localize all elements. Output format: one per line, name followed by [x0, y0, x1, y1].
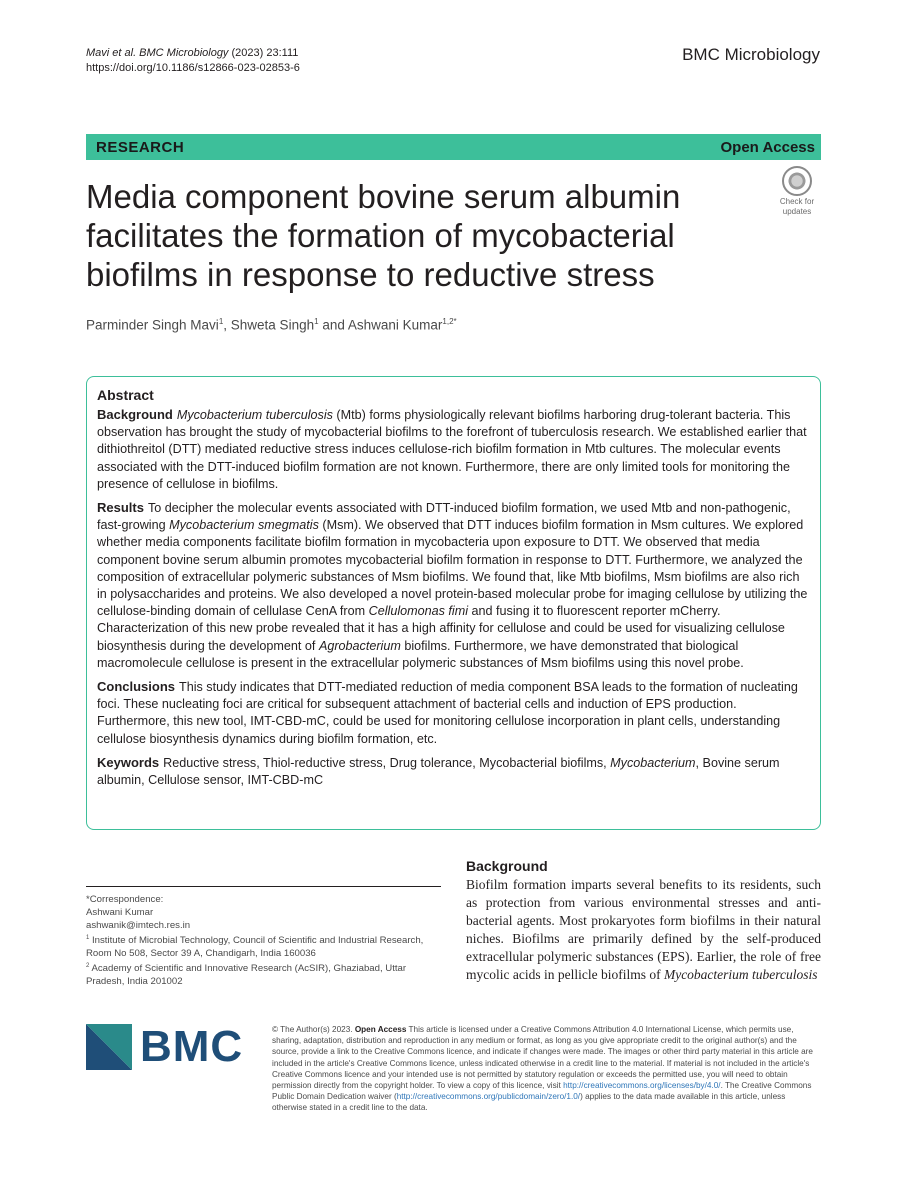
article-title: Media component bovine serum albumin facilitates the formation of mycobacterial biofilms in response to reductive stress [86, 178, 681, 293]
author-name[interactable]: Parminder Singh Mavi [86, 317, 219, 333]
background-heading: Background [466, 858, 548, 874]
species-name: Cellulomonas fimi [368, 604, 469, 619]
running-header [86, 46, 304, 76]
body-text: Biofilm formation imparts several benefits to its residents, such as protection from various environmental stresses and anti-bacterial agents. Most prokaryotes form biofilms in their natural niches. Biofilms are primarily defined by the self-produced extracellular polymeric substances (EPS). Earlier, the role of free mycolic acids in pellicle biofilms of [466, 877, 821, 982]
author-affil: 1 [218, 317, 224, 326]
abstract-text: biofilms. Furthermore, we have demonstrated that biological macromolecule cellulose is present in the extracellular polymeric substances of Msm biofilms using this novel probe. [97, 638, 744, 670]
affil-text: Institute of Microbial Technology, Council of Scientific and Industrial Research, Room No 508, Sector 39 A, Chandigarh, India 160036 [86, 935, 424, 960]
correspondence-block [86, 886, 441, 988]
background-paragraph [466, 876, 821, 984]
affiliation-2 [86, 960, 441, 988]
abstract-background [97, 406, 810, 493]
background-section [466, 858, 821, 984]
species-name: Mycobacterium tuberculosis [176, 408, 333, 422]
keywords-label: Keywords [97, 754, 160, 770]
open-access-label: Open Access [720, 138, 815, 156]
doi-link[interactable]: https://doi.org/10.1186/s12866-023-02853-6 [86, 62, 300, 74]
affiliation-1 [86, 932, 441, 960]
license-text: This article is licensed under a Creative Commons Attribution 4.0 International License, which permits use, sharing, adaptation, distribution and reproduction in any medium or format, as long as you give appropriate credit to the original author(s) and the source, provide a link to the Creative Commons licence, and indicate if changes were made. The images or other third party material in this article are included in the article's Creative Commons licence, unless indicated otherwise in a credit line to the material. If material is not included in the article's Creative Commons licence and your intended use is not permitted by statutory regulation or exceeds the permitted use, you will need to obtain permission directly from the copyright holder. To view a copy of this licence, visit [272, 1025, 813, 1091]
abstract-results [97, 499, 810, 672]
species-name: Mycobacterium smegmatis [169, 518, 319, 533]
author-affil: 1,2* [442, 317, 457, 326]
author-name[interactable]: Ashwani Kumar [347, 317, 443, 333]
species-name: Agrobacterium [318, 638, 401, 653]
abstract-keywords [97, 754, 810, 789]
abstract-heading: Abstract [97, 387, 154, 403]
author-list: Parminder Singh Mavi$^1$, Shweta Singh$^1$ and Ashwani Kumar$^{1,2*}$ [86, 317, 457, 333]
license-statement [272, 1024, 822, 1114]
check-for-updates-badge[interactable] [772, 166, 822, 214]
license-text: . The Creative Commons Public Domain Dedication waiver ( [272, 1081, 812, 1102]
bmc-logo [86, 1022, 256, 1072]
abstract-conclusions [97, 678, 810, 748]
license-text: ) applies to the data made available in this article, unless otherwise stated in a credit line to the data. [272, 1092, 786, 1113]
results-label: Results [97, 500, 144, 516]
abstract-box [86, 376, 821, 830]
article-type-banner [86, 134, 821, 160]
species-name: Mycobacterium [610, 755, 696, 770]
check-updates-icon [782, 166, 812, 196]
background-label: Background [97, 407, 173, 422]
abstract-text: (Mtb) forms physiologically relevant biofilms harboring drug-tolerant bacteria. This observation has brought the study of mycobacterial biofilms to the forefront of tuberculosis research. We established earlier that dithiothreitol (DTT) mediated reductive stress induces cellulose-rich biofilm formation in Mtb cultures. The molecular events associated with the DTT-induced biofilm formation are not known. Furthermore, there are only limited tools for monitoring the presence of cellulose in biofilms. [97, 408, 807, 491]
keywords-text: Reductive stress, Thiol-reductive stress, Drug tolerance, Mycobacterial biofilms, [163, 755, 611, 770]
public-domain-link[interactable]: http://creativecommons.org/publicdomain/zero/1.0/ [396, 1092, 581, 1102]
license-link[interactable]: http://creativecommons.org/licenses/by/4.0/ [563, 1081, 721, 1091]
bmc-logo-mark [86, 1024, 132, 1070]
abstract-text: (Msm). We observed that DTT induces biofilm formation in Msm cultures. We explored whether media components facilitate biofilm formation in mycobacteria upon exposure to DTT. We observed that media component bovine serum albumin promotes mycobacterial biofilm formation in response to DTT. Furthermore, we analyzed the composition of extracellular polymeric substances of Msm biofilms. We found that, like Mtb biofilms, Msm biofilms are also rich in polysaccharides and proteins. We also developed a novel protein-based molecular probe for imaging cellulose by utilizing the cellulose-binding domain of cellulase CenA from [97, 518, 808, 619]
abstract-text: This study indicates that DTT-mediated reduction of media component BSA leads to the formation of nucleating foci. These nucleating foci are critical for subsequent attachment of bacterial cells and induction of EPS production. Furthermore, this new tool, IMT-CBD-mC, could be used for monitoring cellulose incorporation in plant cells, understanding cellulose biosynthesis dynamics during biofilm formation, etc. [97, 680, 798, 746]
correspondence-name: Ashwani Kumar [86, 907, 154, 918]
journal-name: BMC Microbiology [682, 45, 820, 64]
author-name[interactable]: Shweta Singh [230, 317, 315, 333]
affil-number: 1 [86, 935, 90, 941]
affil-number: 2 [86, 963, 90, 970]
author-and: and [322, 317, 345, 333]
keywords-text: , Bovine serum albumin, Cellulose sensor, IMT-CBD-mC [97, 755, 780, 788]
bmc-logo-text: BMC [140, 1022, 244, 1071]
article-type-label: RESEARCH [96, 138, 185, 156]
species-name: Mycobacterium tuberculosis [663, 967, 818, 982]
license-text: © The Author(s) 2023. [272, 1025, 355, 1034]
conclusions-label: Conclusions [97, 679, 176, 695]
affil-text: Academy of Scientific and Innovative Research (AcSIR), Ghaziabad, Uttar Pradesh, India 201002 [86, 963, 407, 988]
author-affil: 1 [314, 317, 319, 326]
check-updates-line1: Check for [779, 197, 815, 206]
correspondence-email[interactable]: ashwanik@imtech.res.in [86, 920, 191, 931]
check-updates-line2: updates [782, 207, 812, 216]
abstract-text: To decipher the molecular events associated with DTT-induced biofilm formation, we used Mtb and non-pathogenic, fast-growing [97, 501, 791, 533]
license-open-access: Open Access [354, 1025, 407, 1034]
citation-authors: Mavi et al. BMC Microbiology [86, 47, 229, 59]
citation-year: (2023) 23:111 [231, 47, 299, 59]
abstract-text: and fusing it to fluorescent reporter mCherry. Characterization of this new probe revealed that it has a high affinity for cellulose and could be used for visualizing cellulose biosynthesis during the development of [97, 604, 785, 653]
correspondence-label: *Correspondence: [86, 894, 164, 905]
